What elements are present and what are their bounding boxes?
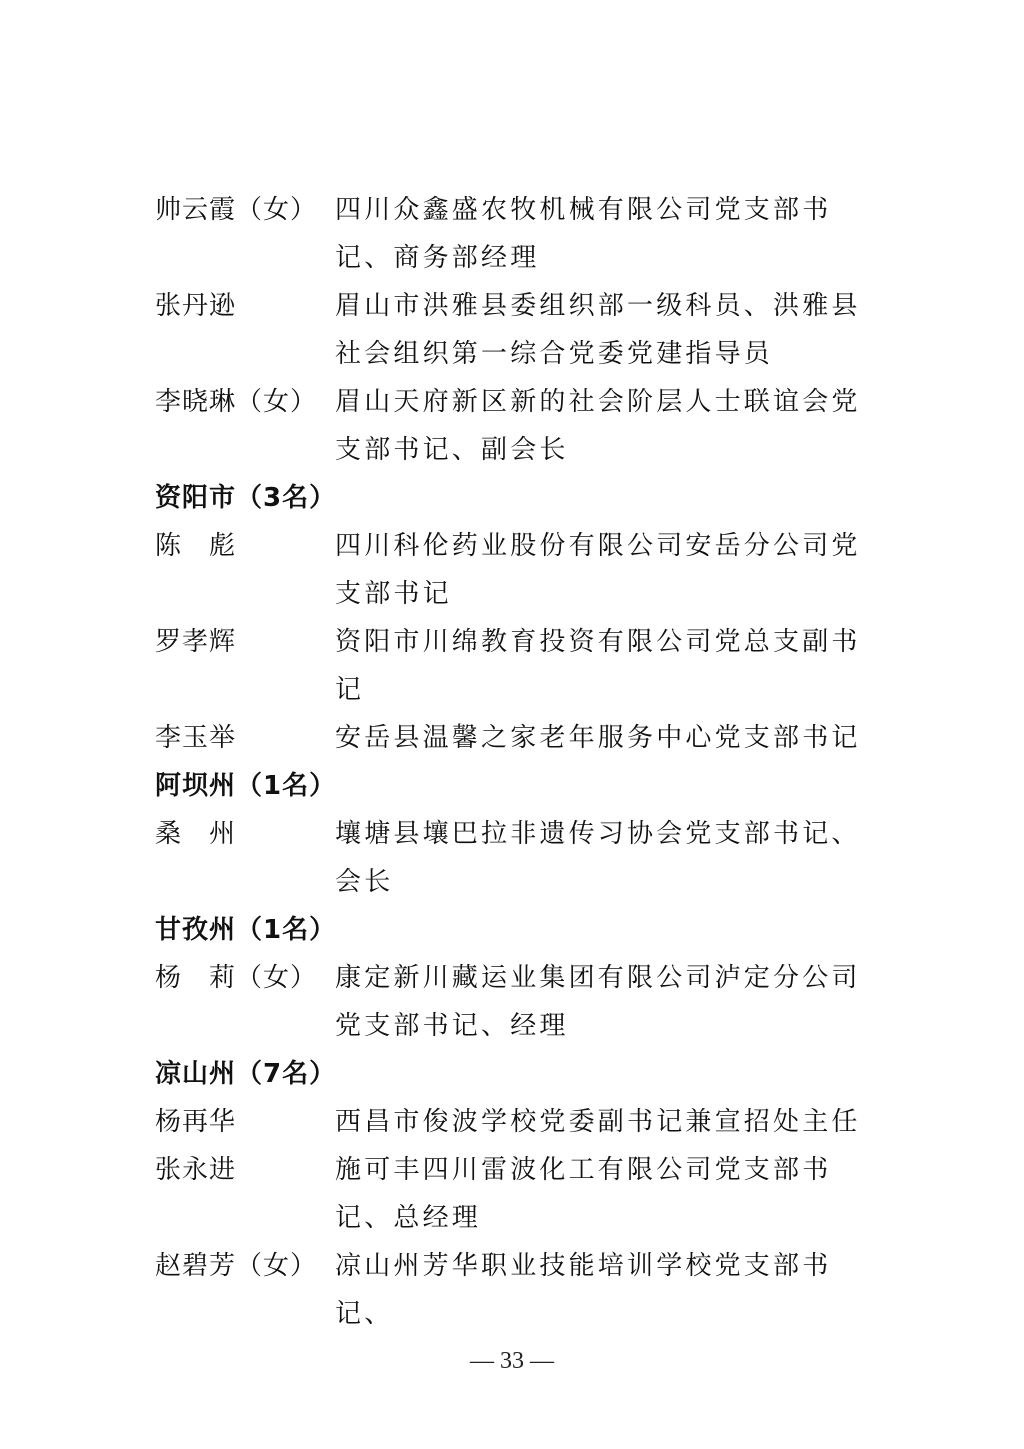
honoree-entry bbox=[155, 1098, 875, 1146]
honoree-name: 罗孝辉 bbox=[155, 627, 237, 657]
honoree-name: 赵碧芳（女） bbox=[155, 1251, 318, 1281]
honoree-name: 李晓琳（女） bbox=[155, 387, 318, 417]
honoree-entry bbox=[155, 522, 875, 618]
honoree-title: 壤塘县壤巴拉非遗传习协会党支部书记、会长 bbox=[335, 819, 861, 897]
region-heading: 阿坝州（1名） bbox=[155, 771, 337, 801]
honoree-title: 西昌市俊波学校党委副书记兼宣招处主任 bbox=[335, 1107, 861, 1137]
region-heading: 甘孜州（1名） bbox=[155, 915, 337, 945]
honoree-entry bbox=[155, 1146, 875, 1242]
honoree-entry bbox=[155, 810, 875, 906]
honoree-entry bbox=[155, 186, 875, 282]
honoree-entry bbox=[155, 954, 875, 1050]
honoree-name: 帅云霞（女） bbox=[155, 195, 318, 225]
honoree-title: 凉山州芳华职业技能培训学校党支部书记、 bbox=[335, 1251, 832, 1329]
region-heading: 凉山州（7名） bbox=[155, 1059, 337, 1089]
honoree-entry bbox=[155, 282, 875, 378]
honoree-entry bbox=[155, 1242, 875, 1338]
honoree-name: 桑 州 bbox=[155, 819, 237, 849]
honoree-title: 康定新川藏运业集团有限公司泸定分公司党支部书记、经理 bbox=[335, 963, 861, 1041]
honoree-name: 李玉举 bbox=[155, 723, 237, 753]
honoree-name: 陈 彪 bbox=[155, 531, 237, 561]
honoree-title: 四川众鑫盛农牧机械有限公司党支部书记、商务部经理 bbox=[335, 195, 832, 273]
honoree-title: 资阳市川绵教育投资有限公司党总支副书记 bbox=[335, 627, 861, 705]
honoree-name: 杨 莉（女） bbox=[155, 963, 318, 993]
honoree-entry bbox=[155, 378, 875, 474]
honoree-name: 张丹逊 bbox=[155, 291, 237, 321]
honoree-entry bbox=[155, 714, 875, 762]
honoree-entry bbox=[155, 618, 875, 714]
honoree-title: 四川科伦药业股份有限公司安岳分公司党支部书记 bbox=[335, 531, 861, 609]
honoree-title: 眉山天府新区新的社会阶层人士联谊会党支部书记、副会长 bbox=[335, 387, 861, 465]
honoree-title: 施可丰四川雷波化工有限公司党支部书记、总经理 bbox=[335, 1155, 832, 1233]
region-heading: 资阳市（3名） bbox=[155, 483, 337, 513]
honoree-title: 安岳县温馨之家老年服务中心党支部书记 bbox=[335, 723, 861, 753]
honoree-title: 眉山市洪雅县委组织部一级科员、洪雅县社会组织第一综合党委党建指导员 bbox=[335, 291, 861, 369]
honoree-list bbox=[155, 186, 875, 1338]
honoree-name: 张永进 bbox=[155, 1155, 237, 1185]
honoree-name: 杨再华 bbox=[155, 1107, 237, 1137]
page-number: — 33 — bbox=[470, 1348, 554, 1374]
